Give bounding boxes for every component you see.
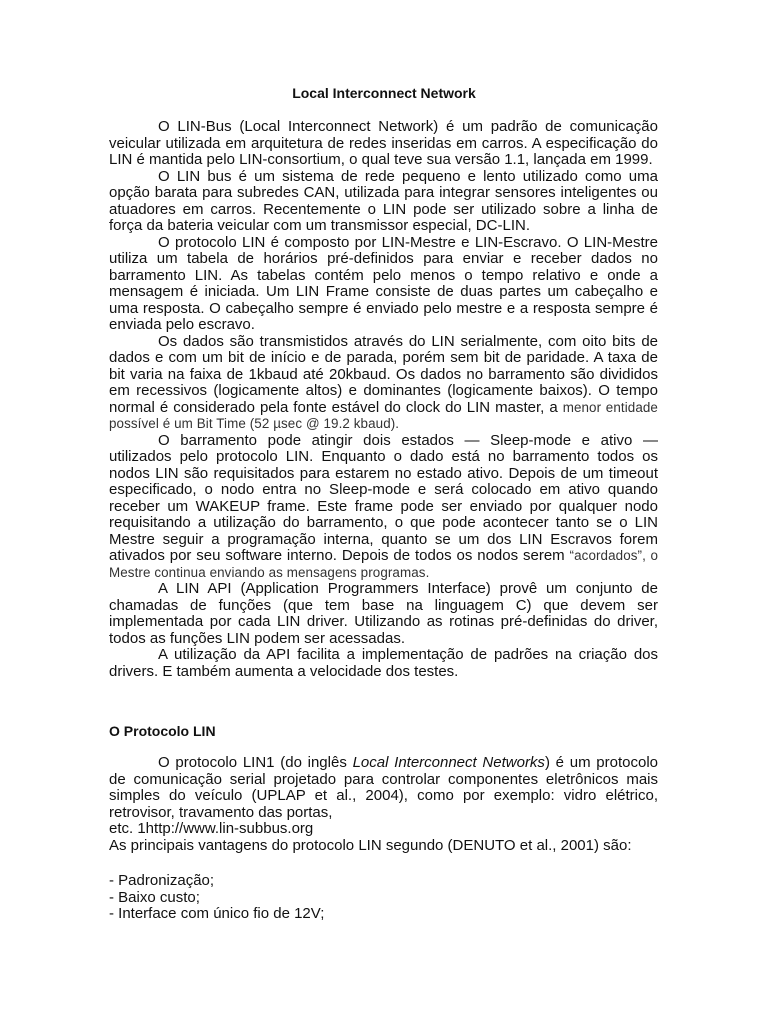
section-p1-after: ) é um protocolo de comunicação serial projetado para controlar componentes eletrônicos mais simples do veículo (UPLAP et al., 2004), como por exemplo: vidro elétrico, retrovisor, travamento das portas, <box>109 754 658 821</box>
section-p1-italic: Local Interconnect Networks <box>352 754 545 771</box>
intro-paragraph-3: O protocolo LIN é composto por LIN-Mestre e LIN-Escravo. O LIN-Mestre utiliza um tabela de horários pré-definidos para enviar e receber dados no barramento LIN. As tabelas contém pelo menos o tempo relativo e onde a mensagem é iniciada. Um LIN Frame consiste de duas partes um cabeçalho e uma resposta. O cabeçalho sempre é enviado pelo mestre e a resposta sempre é enviada pelo escravo. <box>109 233 658 333</box>
intro-paragraph-1: O LIN-Bus (Local Interconnect Network) é um padrão de comunicação veicular utilizada em arquitetura de redes inseridas em carros. A especificação do LIN é mantida pelo LIN-consortium, o qual teve sua versão 1.1, lançada em 1999. <box>109 118 658 168</box>
section-paragraph-1 <box>109 755 658 821</box>
paragraph-4-text: Os dados são transmistidos através do LIN serialmente, com oito bits de dados e com um bit de início e de parada, porém sem bit de paridade. A taxa de bit varia na faixa de 1kbaud até 20kbaud. Os dados no barramento são divididos em recessivos (logicamente altos) e dominantes (logicamente baixos). O tempo normal é considerado pela fonte estável do clock do LIN master, a <box>109 332 658 416</box>
intro-text <box>109 119 658 680</box>
section-title: O Protocolo LIN <box>109 723 216 739</box>
section-p1-before: O protocolo LIN1 (do inglês <box>158 754 353 771</box>
intro-paragraph-2: O LIN bus é um sistema de rede pequeno e lento utilizado como uma opção barata para subredes CAN, utilizada para integrar sensores inteligentes ou atuadores em carros. Recentemente o LIN pode ser utilizado sobre a linha de força da bateria veicular com um transmissor especial, DC-LIN. <box>109 167 658 234</box>
paragraph-4-smalltext: menor entidade possível é um Bit Time (52 µsec @ 19.2 kbaud). <box>109 399 658 431</box>
list-item: - Padronização; <box>109 872 215 889</box>
paragraph-5-smalltext: “acordados”, o Mestre continua enviando as mensagens programas. <box>109 548 658 580</box>
advantages-intro: As principais vantagens do protocolo LIN segundo (DENUTO et al., 2001) são: <box>109 836 632 854</box>
advantages-list <box>109 873 669 923</box>
document-title: Local Interconnect Network <box>292 85 476 101</box>
section-lines <box>109 821 669 854</box>
list-item: - Interface com único fio de 12V; <box>109 905 325 922</box>
intro-paragraph-7: A utilização da API facilita a implementação de padrões na criação dos drivers. E também aumenta a velocidade dos testes. <box>109 646 658 680</box>
footnote-line: etc. 1http://www.lin-subbus.org <box>109 820 314 837</box>
intro-paragraph-6: A LIN API (Application Programmers Interface) provê um conjunto de chamadas de funções (que tem base na linguagem C) que devem ser implementada por cada LIN driver. Utilizando as rotinas pré-definidas do driver, todos as funções LIN podem ser acessadas. <box>109 580 658 647</box>
list-item: - Baixo custo; <box>109 888 200 906</box>
paragraph-5-text: O barramento pode atingir dois estados — Sleep-mode e ativo — utilizados pelo protocolo LIN. Enquanto o dado está no barramento todos os nodos LIN são requisitados para estarem no estado ativo. Depois de um timeout especificado, o nodo entra no Sleep-mode e será colocado em ativo quando receber um WAKEUP frame. Este frame pode ser enviado por qualquer nodo requisitando a utilização do barramento, o que pode acontecer tanto se o LIN Mestre seguir a programação interna, quanto se um dos LIN Escravos forem ativados por seu software interno. Depois de todos os nodos serem <box>109 431 658 564</box>
intro-paragraph-4 <box>109 334 658 433</box>
intro-paragraph-5 <box>109 433 658 582</box>
